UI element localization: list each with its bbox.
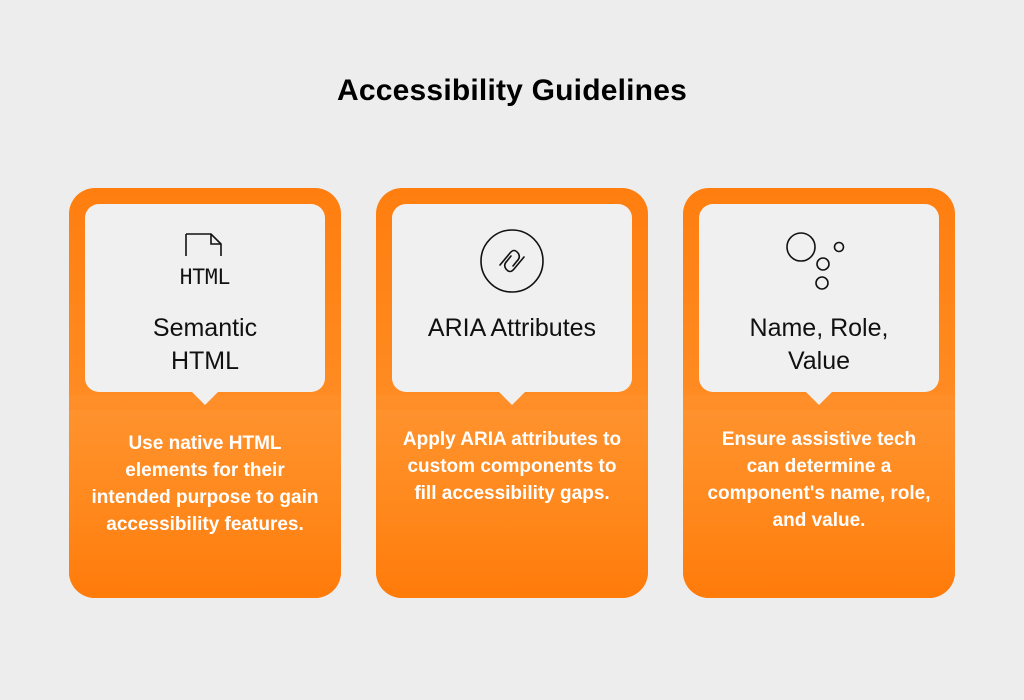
html-file-icon: [85, 226, 325, 296]
card-semantic-html: [69, 188, 341, 598]
card-description: Apply ARIA attributes to custom components to fill accessibility gaps.: [402, 429, 622, 504]
html-icon-label: HTML: [179, 265, 231, 289]
bubbles-icon: [699, 226, 939, 296]
card-top-panel: [392, 204, 632, 392]
card-description: Use native HTML elements for their intended purpose to gain accessibility features.: [91, 433, 319, 535]
card-top-panel: [85, 204, 325, 392]
card-name-role-value: [683, 188, 955, 598]
card-heading: ARIA Attributes: [427, 314, 597, 342]
aria-link-icon: [392, 226, 632, 296]
card-top-panel: [699, 204, 939, 392]
card-description: Ensure assistive tech can determine a component's name, role, and value.: [707, 429, 931, 531]
diagram-title: Accessibility Guidelines: [337, 74, 687, 107]
card-heading: Semantic HTML: [152, 314, 258, 375]
card-aria-attributes: [376, 188, 648, 598]
card-heading: Name, Role, Value: [749, 314, 889, 375]
